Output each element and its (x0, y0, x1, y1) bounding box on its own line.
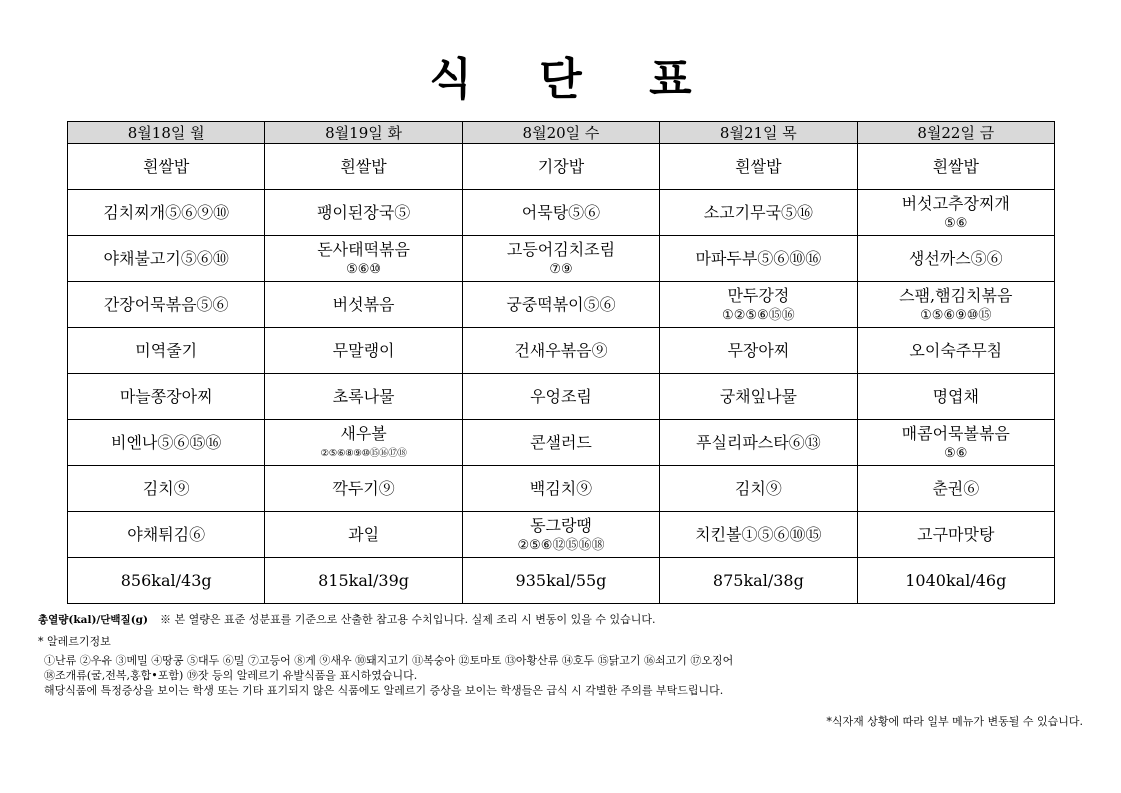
menu-cell (462, 328, 659, 374)
dish-name: 궁중떡볶이⑤⑥ (506, 294, 616, 314)
calorie-label: 총열량(kal)/단백질(g) (38, 614, 148, 626)
menu-cell (660, 374, 857, 420)
dish-name: 1040kal/46g (905, 570, 1007, 590)
table-row (68, 558, 1055, 604)
dish-name: 궁채잎나물 (719, 386, 797, 406)
allergy-caution: 해당식품에 특정증상을 보이는 학생 또는 기타 표기되지 않은 식품에도 알레르기 증상을 보이는 학생들은 급식 시 각별한 주의를 부탁드립니다. (44, 684, 724, 697)
dish-name: 흰쌀밥 (143, 156, 190, 176)
dish-name: 935kal/55g (515, 570, 607, 590)
menu-cell (660, 558, 857, 604)
menu-cell (68, 512, 265, 558)
menu-cell (857, 374, 1054, 420)
allergy-codes: ②⑤⑥⑧⑨⑩⑮⑯⑰⑱ (320, 447, 407, 459)
dish-name: 고구마맛탕 (917, 524, 995, 544)
dish-name: 초록나물 (332, 386, 395, 406)
footer-note: *식자재 상황에 따라 일부 메뉴가 변동될 수 있습니다. (826, 715, 1083, 728)
menu-cell (462, 236, 659, 282)
menu-cell (265, 236, 462, 282)
menu-cell (857, 282, 1054, 328)
dish-name: 명엽채 (932, 386, 979, 406)
dish-name: 흰쌀밥 (735, 156, 782, 176)
menu-cell (857, 328, 1054, 374)
allergy-codes: ②⑤⑥⑫⑮⑯⑱ (517, 537, 605, 553)
menu-cell (265, 374, 462, 420)
dish-name: 비엔나⑤⑥⑮⑯ (111, 432, 222, 452)
day-header-2: 8월19일 화 (265, 122, 462, 144)
menu-cell (857, 512, 1054, 558)
menu-cell (462, 144, 659, 190)
dish-name: 버섯볶음 (332, 294, 395, 314)
dish-name: 흰쌀밥 (932, 156, 979, 176)
dish-name: 어묵탕⑤⑥ (521, 202, 601, 222)
menu-cell (68, 144, 265, 190)
dish-name: 치킨볼①⑤⑥⑩⑮ (695, 524, 822, 544)
menu-cell (462, 512, 659, 558)
menu-cell (68, 236, 265, 282)
menu-cell (462, 420, 659, 466)
menu-cell (857, 190, 1054, 236)
allergy-codes: ⑤⑥ (944, 445, 968, 461)
menu-cell (660, 144, 857, 190)
dish-name: 새우볼 (340, 423, 387, 443)
allergy-codes: ①②⑤⑥⑮⑯ (722, 307, 795, 323)
dish-name: 팽이된장국⑤ (316, 202, 411, 222)
allergy-codes: ⑤⑥ (944, 215, 968, 231)
menu-cell (265, 328, 462, 374)
day-header-3: 8월20일 수 (462, 122, 659, 144)
menu-cell (68, 466, 265, 512)
menu-cell (68, 374, 265, 420)
dish-name: 스팸,햄김치볶음 (899, 285, 1013, 305)
dish-name: 춘권⑥ (932, 478, 980, 498)
menu-cell (265, 420, 462, 466)
menu-cell (660, 420, 857, 466)
allergy-list-2: ⑱조개류(굴,전복,홍합•포함) ⑲잣 등의 알레르기 유발식품을 표시하였습니다. (44, 669, 418, 682)
dish-name: 김치⑨ (734, 478, 782, 498)
dish-name: 875kal/38g (712, 570, 804, 590)
dish-name: 김치찌개⑤⑥⑨⑩ (103, 202, 230, 222)
menu-cell (462, 466, 659, 512)
dish-name: 우엉조림 (530, 386, 592, 406)
table-row (68, 190, 1055, 236)
dish-name: 야채튀김⑥ (127, 524, 206, 544)
allergy-heading: * 알레르기정보 (38, 635, 111, 648)
menu-cell (68, 282, 265, 328)
menu-cell (68, 190, 265, 236)
dish-name: 매콤어묵볼볶음 (901, 423, 1010, 443)
menu-cell (68, 420, 265, 466)
page-title: 식 단 표 (429, 54, 718, 105)
menu-cell (462, 190, 659, 236)
menu-cell (660, 236, 857, 282)
allergy-list-1: ①난류 ②우유 ③메밀 ④땅콩 ⑤대두 ⑥밀 ⑦고등어 ⑧게 ⑨새우 ⑩돼지고기 ⑪복숭아 ⑫토마토 ⑬아황산류 ⑭호두 ⑮닭고기 ⑯쇠고기 ⑰오징어 (44, 654, 734, 667)
table-row (68, 236, 1055, 282)
menu-cell (660, 282, 857, 328)
dish-name: 기장밥 (537, 156, 585, 176)
dish-name: 간장어묵볶음⑤⑥ (103, 294, 229, 314)
menu-cell (265, 512, 462, 558)
menu-cell (660, 466, 857, 512)
menu-cell (857, 420, 1054, 466)
menu-table (67, 121, 1055, 604)
menu-cell (462, 282, 659, 328)
dish-name: 푸실리파스타⑥⑬ (695, 432, 821, 452)
menu-cell (265, 558, 462, 604)
table-row (68, 466, 1055, 512)
dish-name: 오이숙주무침 (909, 340, 1003, 360)
dish-name: 건새우볶음⑨ (514, 340, 608, 360)
table-row (68, 328, 1055, 374)
notes-section (38, 612, 1088, 698)
allergy-codes: ①⑤⑥⑨⑩⑮ (920, 307, 992, 323)
menu-cell (462, 374, 659, 420)
menu-body (68, 144, 1055, 604)
dish-name: 만두강정 (727, 285, 790, 305)
menu-cell (265, 144, 462, 190)
dish-name: 무장아찌 (727, 340, 790, 360)
menu-cell (462, 558, 659, 604)
allergy-codes: ⑦⑨ (549, 261, 573, 277)
dish-name: 마파두부⑤⑥⑩⑯ (695, 248, 822, 268)
dish-name: 버섯고추장찌개 (901, 193, 1010, 213)
header-row (68, 122, 1055, 144)
dish-name: 콘샐러드 (530, 432, 592, 452)
table-row (68, 512, 1055, 558)
menu-cell (857, 144, 1054, 190)
menu-cell (265, 282, 462, 328)
dish-name: 무말랭이 (332, 340, 395, 360)
dish-name: 815kal/39g (318, 570, 410, 590)
table-row (68, 282, 1055, 328)
dish-name: 깍두기⑨ (332, 478, 395, 498)
table-row (68, 144, 1055, 190)
dish-name: 김치⑨ (142, 478, 190, 498)
menu-cell (857, 236, 1054, 282)
dish-name: 야채불고기⑤⑥⑩ (103, 248, 229, 268)
menu-cell (265, 466, 462, 512)
day-header-4: 8월21일 목 (660, 122, 857, 144)
dish-name: 미역줄기 (135, 340, 198, 360)
dish-name: 소고기무국⑤⑯ (703, 202, 813, 222)
day-header-1: 8월18일 월 (68, 122, 265, 144)
menu-cell (857, 558, 1054, 604)
dish-name: 856kal/43g (120, 570, 212, 590)
menu-cell (660, 512, 857, 558)
dish-name: 마늘쫑장아찌 (119, 386, 213, 406)
menu-cell (660, 328, 857, 374)
day-header-5: 8월22일 금 (857, 122, 1054, 144)
table-row (68, 420, 1055, 466)
dish-name: 생선까스⑤⑥ (908, 248, 1003, 268)
dish-name: 흰쌀밥 (340, 156, 387, 176)
menu-cell (68, 558, 265, 604)
allergy-codes: ⑤⑥⑩ (346, 261, 382, 277)
dish-name: 백김치⑨ (529, 478, 593, 498)
dish-name: 과일 (348, 524, 380, 544)
menu-cell (857, 466, 1054, 512)
table-row (68, 374, 1055, 420)
dish-name: 고등어김치조림 (506, 239, 616, 259)
calorie-note-line (38, 612, 1088, 628)
calorie-note: ※ 본 열량은 표준 성분표를 기준으로 산출한 참고용 수치입니다. 실제 조리 시 변동이 있을 수 있습니다. (159, 613, 656, 626)
menu-cell (265, 190, 462, 236)
menu-cell (68, 328, 265, 374)
dish-name: 동그랑땡 (530, 515, 592, 535)
dish-name: 돈사태떡볶음 (317, 239, 410, 259)
menu-cell (660, 190, 857, 236)
